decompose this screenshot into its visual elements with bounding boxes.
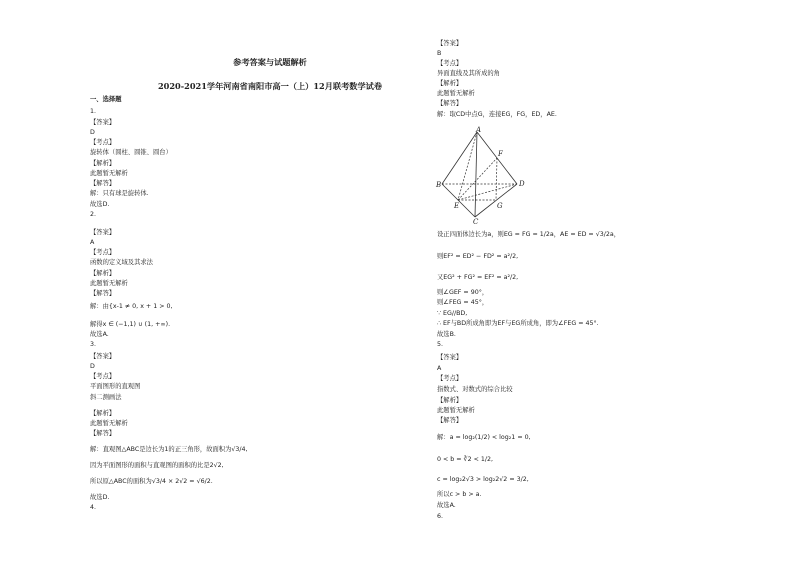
edge-ac (475, 132, 477, 217)
left-line: 【考点】 (90, 249, 116, 256)
label-e: E (454, 202, 460, 210)
right-top-line: 【答案】 (437, 40, 463, 47)
edge-ab (442, 132, 477, 184)
left-line: 【解答】 (90, 180, 116, 187)
left-line: 解：由{x-1 ≠ 0, x + 1 > 0, (90, 303, 173, 310)
left-line: 因为平面图形的面积与直观图的面积的比是2√2, (90, 462, 224, 469)
label-f: F (498, 150, 503, 158)
segment-fg (496, 158, 497, 200)
right-bottom-line: 此题暂无解析 (437, 407, 475, 414)
right-bottom-line: 指数式、对数式的综合比较 (437, 386, 513, 393)
left-line: 此题暂无解析 (90, 280, 128, 287)
right-top-line: 此题暂无解析 (437, 90, 475, 97)
right-bottom-line: 5. (437, 341, 444, 348)
label-a: A (476, 126, 482, 134)
left-line: 【考点】 (90, 139, 116, 146)
right-top-line: 解：取CD中点G，连接EG，FG，ED，AE. (437, 111, 557, 118)
right-bottom-line: A (437, 365, 442, 372)
right-top-line: B (437, 50, 442, 57)
left-line: 此题暂无解析 (90, 170, 128, 177)
segment-ef (458, 158, 497, 200)
left-line: 【答案】 (90, 353, 116, 360)
right-bottom-line: 【考点】 (437, 375, 463, 382)
right-bottom-line: 则∠GEF = 90°， (437, 289, 489, 296)
right-bottom-line: 故选A. (437, 502, 456, 509)
right-top-line: 【考点】 (437, 60, 463, 67)
left-line: 故选D. (90, 494, 110, 501)
right-bottom-line: ∴ EF与BD所成角即为EF与EG所成角，即为∠FEG = 45°. (437, 320, 599, 327)
left-line: 平面图形的直观图 (90, 383, 141, 390)
right-top-line: 【解析】 (437, 80, 463, 87)
label-d: D (519, 180, 525, 188)
exam-title: 2020-2021学年河南省南阳市高一（上）12月联考数学试卷 (157, 81, 383, 91)
right-bottom-line: 【解析】 (437, 397, 463, 404)
left-line: A (90, 239, 95, 246)
label-c: C (473, 218, 479, 226)
left-line: 【解析】 (90, 410, 116, 417)
right-top-line: 异面直线及其所成的角 (437, 70, 500, 77)
left-line: 所以原△ABC的面积为√3/4 × 2√2 = √6/2. (90, 478, 213, 485)
right-top-line: 【解答】 (437, 100, 463, 107)
right-bottom-line: 解：a = log₂(1/2) < log₂1 = 0, (437, 434, 531, 441)
right-bottom-line: 【解答】 (437, 417, 463, 424)
right-bottom-line: 0 < b = ∛2 < 1/2, (437, 456, 493, 463)
left-line: 【考点】 (90, 373, 116, 380)
left-line: 解：只有球是旋转体. (90, 190, 149, 197)
answer-heading: 参考答案与试题解析 (233, 57, 307, 67)
right-bottom-line: 设正四面体边长为a，则EG = FG = 1/2a，AE = ED = √3/2a， (437, 231, 621, 238)
left-line: 故选D. (90, 201, 110, 208)
right-bottom-line: 所以c > b > a. (437, 491, 482, 498)
left-line: 故选A. (90, 331, 109, 338)
left-line: 【答案】 (90, 119, 116, 126)
label-g: G (497, 202, 503, 210)
left-line: D (90, 129, 95, 136)
right-bottom-line: 故选B. (437, 331, 456, 338)
section-heading: 一、选择题 (90, 96, 122, 103)
left-line: 2. (90, 211, 97, 218)
left-line: 函数的定义域及其求法 (90, 259, 153, 266)
right-bottom-line: 6. (437, 513, 444, 520)
left-line: 【解析】 (90, 160, 116, 167)
left-line: 解：直观图△ABC是边长为1的正三角形，故面积为√3/4, (90, 446, 248, 453)
left-line: 【答案】 (90, 229, 116, 236)
right-bottom-line: 则EF² = ED² − FD² = a²/2, (437, 253, 519, 260)
left-line: 3. (90, 341, 97, 348)
left-line: 斜二测画法 (90, 394, 122, 401)
left-line: 4. (90, 504, 97, 511)
right-bottom-line: 【答案】 (437, 354, 463, 361)
right-bottom-line: ∵ EG//BD, (437, 310, 468, 317)
left-line: 【解析】 (90, 270, 116, 277)
left-line: 【解答】 (90, 290, 116, 297)
left-line: 1. (90, 108, 97, 115)
segment-ae (458, 132, 477, 200)
segment-ed (458, 184, 517, 200)
label-b: B (436, 181, 442, 189)
left-line: D (90, 363, 95, 370)
edge-cd (475, 184, 517, 217)
right-bottom-line: 又EG² + FG² = EF² = a²/2, (437, 274, 519, 281)
tetrahedron-figure (437, 124, 557, 224)
edge-bc (442, 184, 475, 217)
right-bottom-line: c = log₂2√3 > log₂2√2 = 3/2, (437, 476, 529, 483)
right-bottom-line: 则∠FEG = 45°， (437, 299, 489, 306)
left-line: 【解答】 (90, 430, 116, 437)
left-line: 旋转体（圆柱、圆锥、圆台） (90, 149, 172, 156)
left-line: 此题暂无解析 (90, 420, 128, 427)
left-line: 解得x ∈ (−1,1) ∪ (1, +∞). (90, 321, 171, 328)
